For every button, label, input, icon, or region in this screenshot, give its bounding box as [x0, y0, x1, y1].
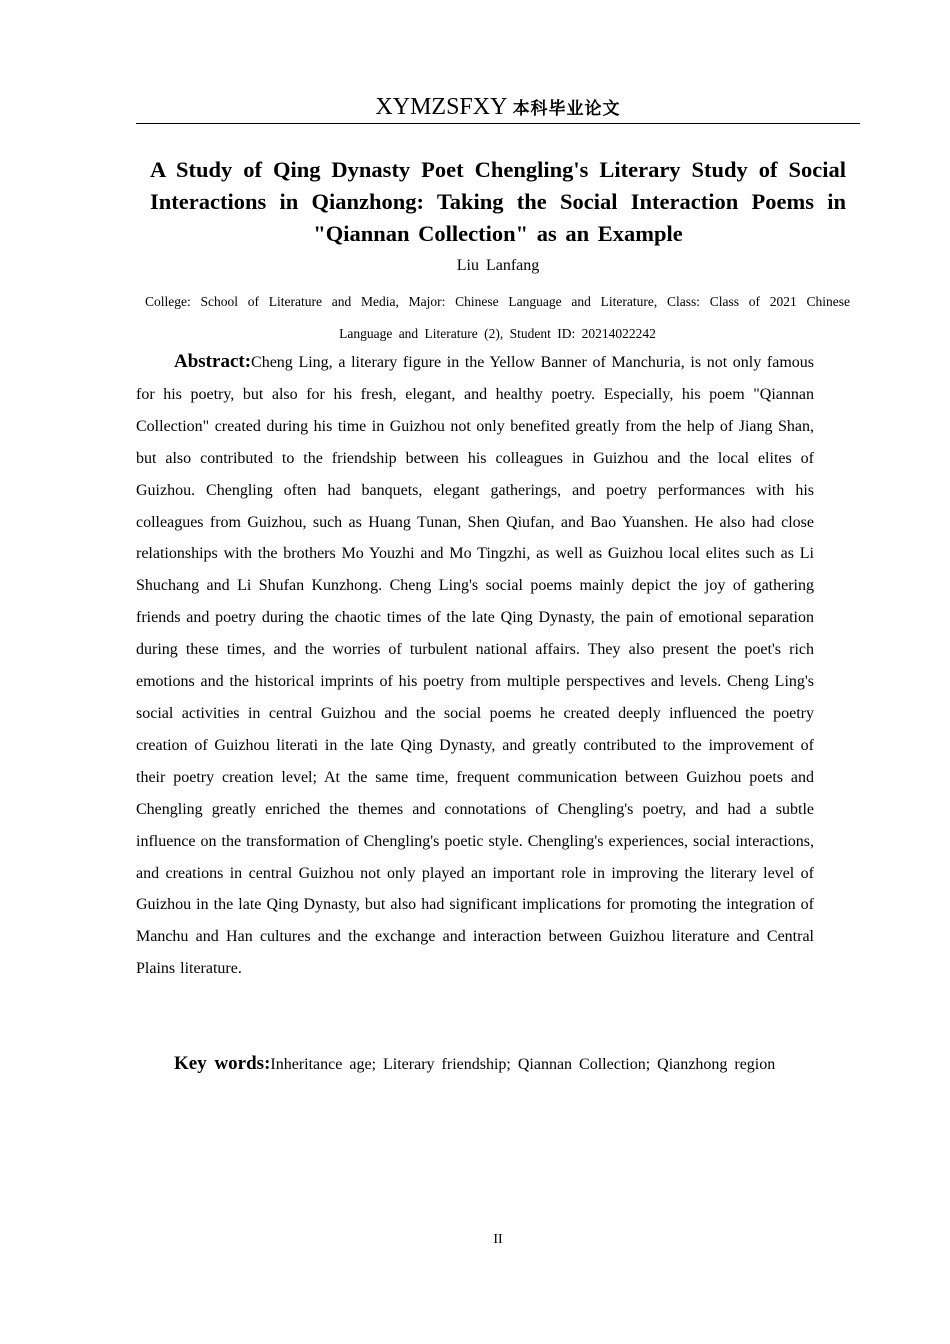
- author-name: Liu Lanfang: [456, 257, 540, 274]
- keywords-paragraph: [136, 1049, 836, 1080]
- running-header-latin: XYMZSFXY: [375, 94, 507, 120]
- author-affiliation: College: School of Literature and Media, Major: Chinese Language and Literature, Class: Class of 2021 Chinese Language and Literature (2), Student ID: 20214022242: [145, 294, 850, 341]
- keywords-text: Inheritance age; Literary friendship; Qiannan Collection; Qianzhong region: [270, 1056, 776, 1073]
- abstract-paragraph: [136, 346, 814, 985]
- abstract-text: Cheng Ling, a literary figure in the Yellow Banner of Manchuria, is not only famous for his poetry, but also for his fresh, elegant, and healthy poetry. Especially, his poem "Qiannan Collection" created during his time in Guizhou not only benefited greatly from the help of Jiang Shan, but also contributed to the friendship between his colleagues in Guizhou and the local elites of Guizhou. Chengling often had banquets, elegant gatherings, and poetry performances with his colleagues from Guizhou, such as Huang Tunan, Shen Qiufan, and Bao Yuanshen. He also had close relationships with the brothers Mo Youzhi and Mo Tingzhi, as well as Guizhou local elites such as Li Shuchang and Li Shufan Kunzhong. Cheng Ling's social poems mainly depict the joy of gathering friends and poetry during the chaotic times of the late Qing Dynasty, the pain of emotional separation during these times, and the worries of turbulent national affairs. They also present the poet's rich emotions and the historical imprints of his poetry from multiple perspectives and levels. Cheng Ling's social activities in central Guizhou and the social poems he created deeply influenced the poetry creation of Guizhou literati in the late Qing Dynasty, and greatly contributed to the improvement of their poetry creation level; At the same time, frequent communication between Guizhou poets and Chengling greatly enriched the themes and connotations of Chengling's poetry, and had a subtle influence on the transformation of Chengling's poetic style. Chengling's experiences, social interactions, and creations in central Guizhou not only played an important role in improving the literary level of Guizhou in the late Qing Dynasty, but also had significant implications for promoting the integration of Manchu and Han cultures and the exchange and interaction between Guizhou literature and Central Plains literature.: [136, 354, 814, 978]
- abstract-label: Abstract:: [174, 351, 252, 372]
- page-number: II: [493, 1232, 503, 1247]
- running-header-chinese: 本科毕业论文: [512, 99, 621, 119]
- paper-title: A Study of Qing Dynasty Poet Chengling's Literary Study of Social Interactions in Qianzhong: Taking the Social Interaction Poems in "Qiannan Collection" as an Example: [150, 157, 846, 246]
- running-header: [136, 92, 860, 124]
- keywords-label: Key words:: [174, 1053, 271, 1074]
- header-divider: [136, 123, 860, 124]
